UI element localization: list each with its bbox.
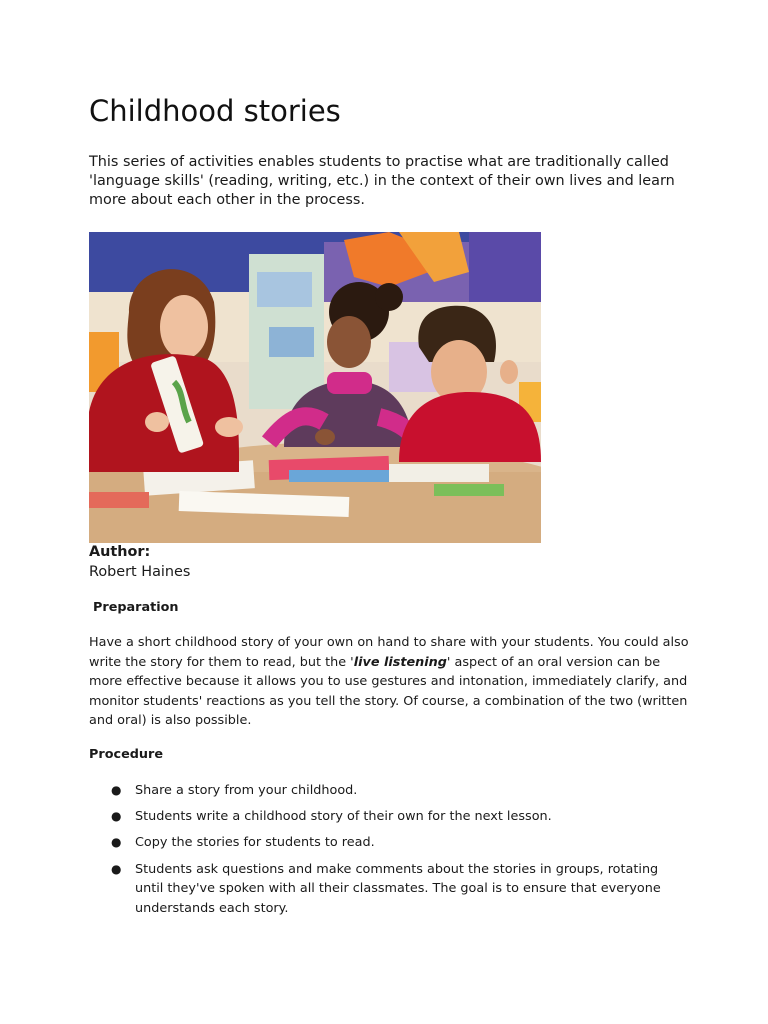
- procedure-list: [89, 781, 689, 925]
- preparation-text-before: Have a short childhood story of your own on hand to share with your students. You could also write the story for them to read, but the ': [89, 635, 689, 670]
- list-item: [89, 781, 689, 801]
- preparation-heading: Preparation: [93, 600, 179, 615]
- bullet-icon: ●: [111, 861, 122, 876]
- page-title: Childhood stories: [89, 94, 341, 128]
- step-text: Students ask questions and make comments about the stories in groups, rotating until they've spoken with all their classmates. The goal is to ensure that everyone understands each story.: [135, 861, 661, 916]
- preparation-text-after: ' aspect of an oral version can be more effective because it allows you to use gestures and intonation, immediately clarify, and monitor students' reactions as you tell the story. Of course, a combination of the two (written and oral) is also possible.: [89, 654, 688, 729]
- preparation-paragraph: [89, 633, 689, 731]
- live-listening-emphasis: live listening: [353, 654, 447, 670]
- step-text: Share a story from your childhood.: [135, 783, 358, 798]
- bullet-icon: ●: [111, 783, 122, 797]
- procedure-heading: Procedure: [89, 747, 164, 762]
- bullet-icon: ●: [111, 835, 122, 850]
- list-item: [89, 860, 689, 919]
- bullet-icon: ●: [111, 809, 122, 824]
- author-name: Robert Haines: [89, 564, 191, 580]
- intro-paragraph: This series of activities enables students to practise what are traditionally called 'language skills' (reading, writing, etc.) in the context of their own lives and learn more about each other in the process.: [89, 154, 675, 208]
- step-text: Copy the stories for students to read.: [135, 835, 375, 851]
- classroom-photo: [89, 232, 541, 543]
- author-label: Author:: [89, 544, 151, 560]
- list-item: [89, 807, 689, 827]
- list-item: [89, 833, 689, 853]
- step-text: Students write a childhood story of their own for the next lesson.: [135, 809, 552, 825]
